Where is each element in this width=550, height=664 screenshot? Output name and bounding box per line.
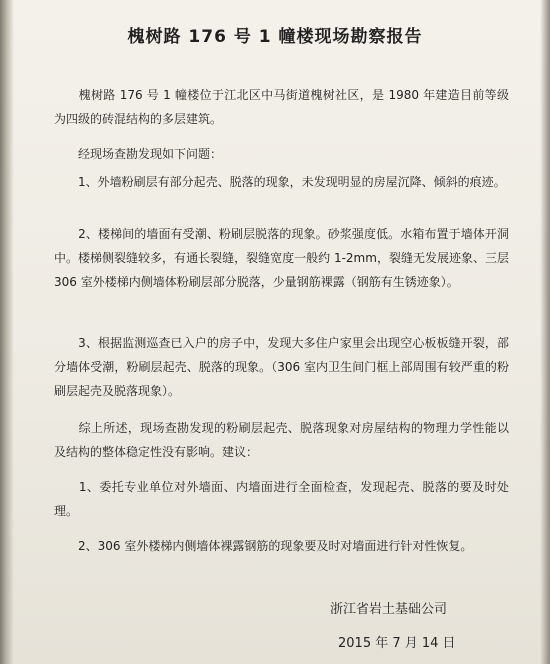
page-edge-shadow-right [540,0,550,664]
signature-company: 浙江省岩土基础公司 [330,602,448,617]
signature-date: 2015 年 7 月 14 日 [338,636,456,651]
paragraph-finding-1: 1、外墙粉刷层有部分起壳、脱落的现象，未发现明显的房屋沉降、倾斜的痕迹。 [54,175,506,189]
paragraph-finding-3: 3、根据监测巡查已入户的房子中，发现大多住户家里会出现空心板板缝开裂，部分墙体受潮，粉刷层起壳、脱落的现象。（306 室内卫生间门框上部周围有较严重的粉刷层起壳及脱落现象）。 [54,336,509,398]
paragraph-conclusion: 综上所述，现场查勘发现的粉刷层起壳、脱落现象对房屋结构的物理力学性能以及结构的整体稳定性没有影响。建议： [54,421,509,459]
paragraph-intro: 槐树路 176 号 1 幢楼位于江北区中马街道槐树社区，是 1980 年建造目前等级为四级的砖混结构的多层建筑。 [54,88,509,126]
paragraph-finding-2: 2、楼梯间的墙面有受潮、粉刷层脱落的现象。砂浆强度低。水箱布置于墙体开洞中。楼梯侧裂缝较多，有通长裂缝，裂缝宽度一般约 1-2mm，裂缝无发展迹象、三层 306 室外楼梯内侧墙体粉刷层部分脱落，少量钢筋裸露（钢筋有生锈迹象）。 [54,227,509,289]
paragraph-recommendation-2: 2、306 室外楼梯内侧墙体裸露钢筋的现象要及时对墙面进行针对性恢复。 [54,539,473,553]
paragraph-recommendation-1: 1、委托专业单位对外墙面、内墙面进行全面检查，发现起壳、脱落的要及时处理。 [54,480,509,518]
page-edge-shadow-left [0,0,14,664]
document-title: 槐树路 176 号 1 幢楼现场勘察报告 [127,27,423,47]
paragraph-findings-heading: 经现场查勘发现如下问题： [54,147,223,161]
